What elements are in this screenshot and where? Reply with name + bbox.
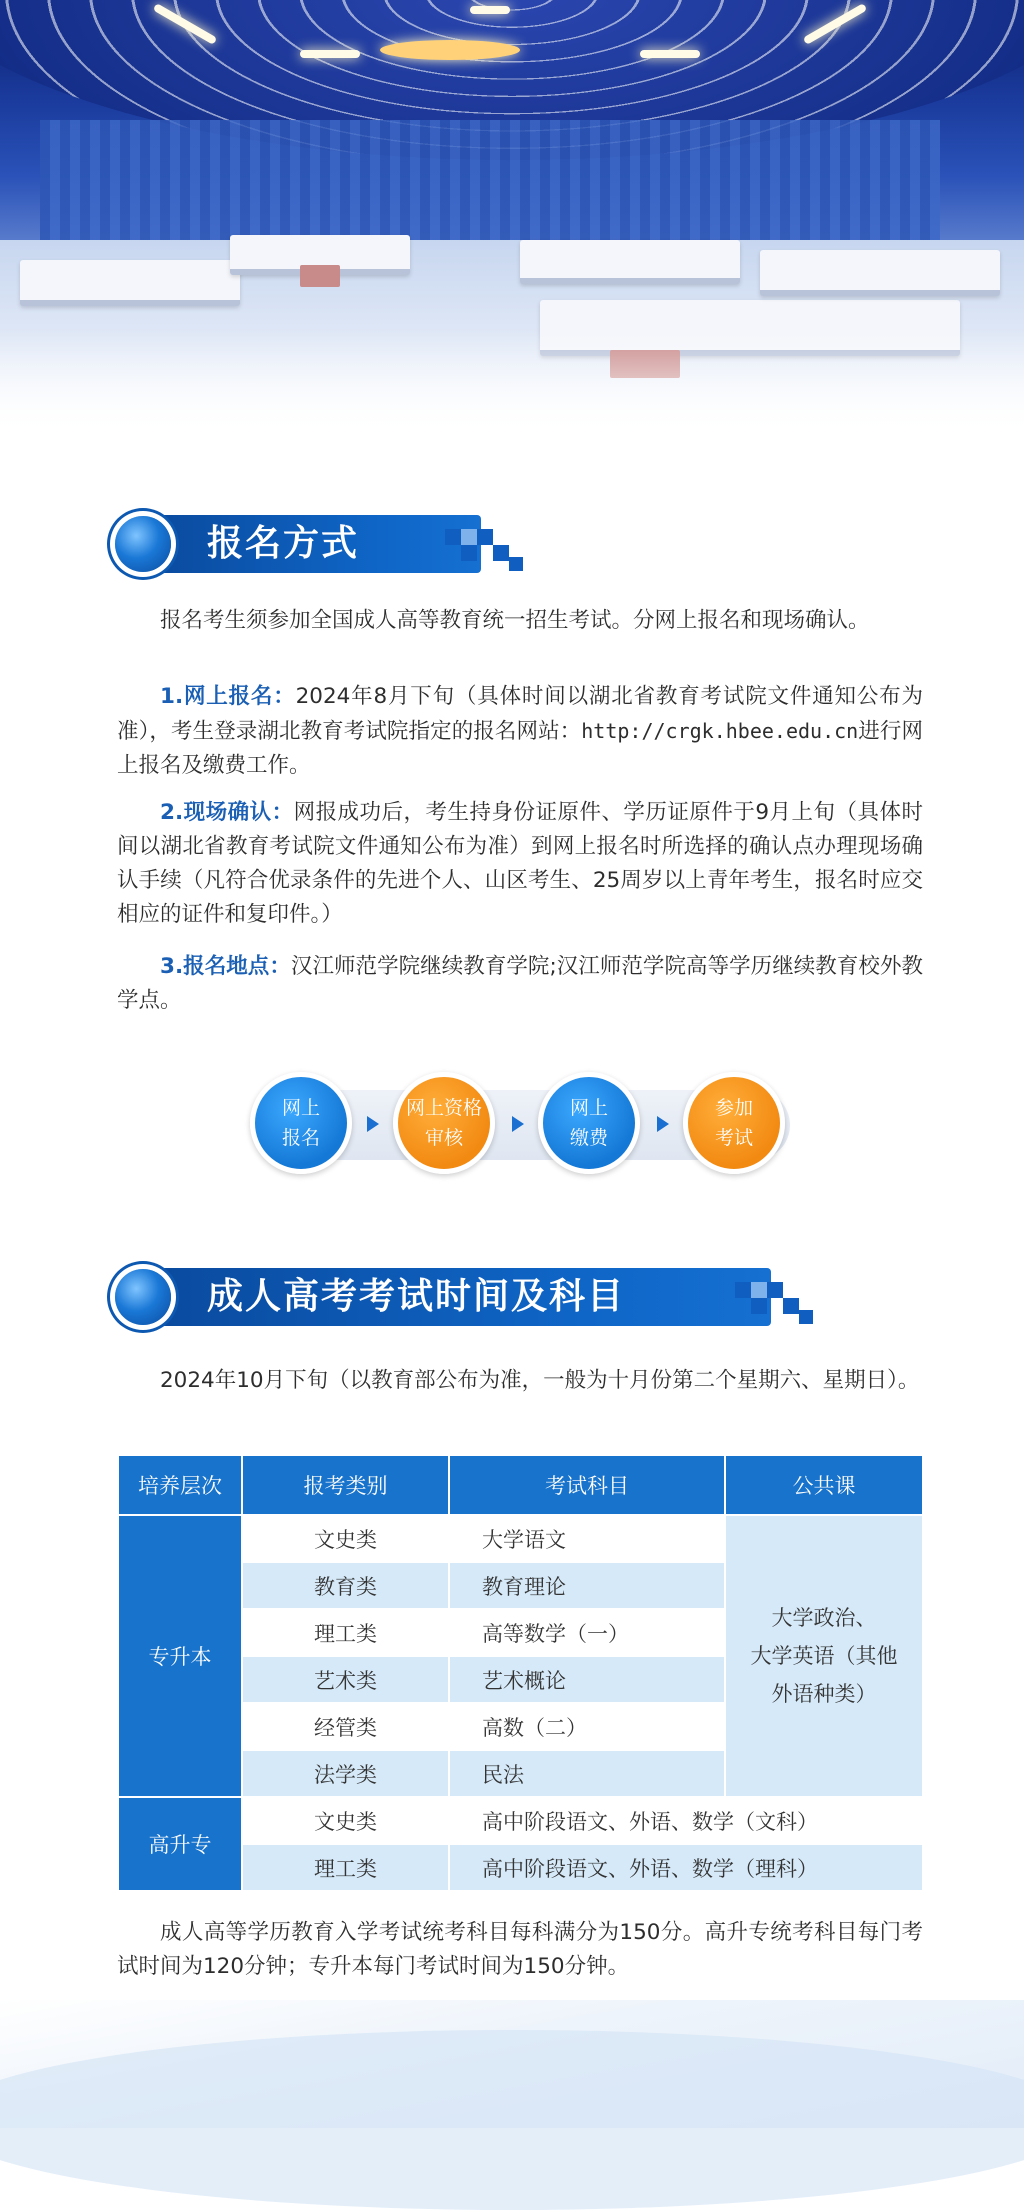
subject-cell: 高中阶段语文、外语、数学（文科） bbox=[449, 1797, 923, 1844]
item-text: 网报成功后，考生持身份证原件、学历证原件于9月上旬（具体时间以湖北省教育考试院文件通知公布为准）到网上报名时所选择的确认点办理现场确认手续（凡符合优录条件的先进个人、山区考生、25周岁以上青年考生，报名时应交相应的证件和复印件。） bbox=[117, 800, 923, 927]
category-cell: 经管类 bbox=[242, 1703, 449, 1750]
step-line: 缴费 bbox=[569, 1127, 608, 1149]
registration-item-location bbox=[117, 950, 923, 1018]
lab-equipment bbox=[300, 265, 340, 287]
item-label: 3.报名地点： bbox=[160, 954, 291, 979]
center-lamp bbox=[380, 40, 520, 60]
item-text: 2024年8月下旬（具体时间以湖北省教育考试院文件通知公布为准），考生登录湖北教育考试院指定的报名网站： bbox=[117, 684, 923, 744]
step-line: 报名 bbox=[281, 1127, 320, 1149]
category-cell: 理工类 bbox=[242, 1844, 449, 1891]
column-header: 公共课 bbox=[725, 1455, 923, 1515]
step-line: 网上资格 bbox=[405, 1097, 482, 1119]
public-course-line: 外语种类） bbox=[771, 1682, 877, 1706]
category-cell: 文史类 bbox=[242, 1515, 449, 1562]
subject-cell: 高等数学（一） bbox=[449, 1609, 725, 1656]
arrow-right-icon bbox=[657, 1116, 669, 1132]
curtains bbox=[40, 120, 940, 260]
photo-fade bbox=[0, 330, 1024, 440]
subject-cell: 大学语文 bbox=[449, 1515, 725, 1562]
category-cell: 文史类 bbox=[242, 1797, 449, 1844]
arrow-right-icon bbox=[367, 1116, 379, 1132]
exam-time-intro: 2024年10月下旬（以教育部公布为准，一般为十月份第二个星期六、星期日）。 bbox=[160, 1368, 920, 1393]
registration-item-onsite bbox=[117, 796, 923, 932]
public-course-cell bbox=[725, 1515, 923, 1797]
registration-item-online bbox=[117, 680, 923, 783]
step-line: 参加 bbox=[714, 1097, 753, 1119]
checker-decoration bbox=[735, 1282, 815, 1326]
lab-desk bbox=[760, 250, 1000, 296]
bottom-wave-decoration bbox=[0, 2000, 1024, 2128]
category-cell: 教育类 bbox=[242, 1562, 449, 1609]
heading-bullet-icon bbox=[115, 1269, 171, 1325]
wave-shape bbox=[0, 2030, 1024, 2210]
exam-score-note: 成人高等学历教育入学考试统考科目每科满分为150分。高升专统考科目每门考试时间为120分钟；专升本每门考试时间为150分钟。 bbox=[117, 1920, 923, 1979]
column-header: 考试科目 bbox=[449, 1455, 725, 1515]
subject-cell: 教育理论 bbox=[449, 1562, 725, 1609]
item-label: 1.网上报名： bbox=[160, 684, 296, 709]
flow-step-online-payment bbox=[538, 1072, 640, 1174]
registration-url[interactable]: http://crgk.hbee.edu.cn bbox=[581, 719, 859, 743]
step-line: 网上 bbox=[569, 1097, 608, 1119]
registration-flow-diagram bbox=[250, 1072, 790, 1182]
subject-cell: 民法 bbox=[449, 1750, 725, 1797]
exam-subjects-table bbox=[117, 1454, 924, 1892]
lab-desk bbox=[20, 260, 240, 306]
flow-step-qualification-review bbox=[393, 1072, 495, 1174]
lab-desk bbox=[520, 240, 740, 284]
item-text: 汉江师范学院继续教育学院;汉江师范学院高等学历继续教育校外教学点。 bbox=[117, 954, 923, 1013]
section-title: 成人高考考试时间及科目 bbox=[207, 1276, 626, 1317]
column-header: 报考类别 bbox=[242, 1455, 449, 1515]
subject-cell: 高数（二） bbox=[449, 1703, 725, 1750]
section-heading-exam-schedule bbox=[115, 1268, 815, 1328]
light-strip bbox=[640, 50, 700, 58]
registration-intro: 报名考生须参加全国成人高等教育统一招生考试。分网上报名和现场确认。 bbox=[160, 608, 870, 633]
step-line: 考试 bbox=[714, 1127, 753, 1149]
category-cell: 法学类 bbox=[242, 1750, 449, 1797]
column-header: 培养层次 bbox=[118, 1455, 242, 1515]
subject-cell: 艺术概论 bbox=[449, 1656, 725, 1703]
public-course-line: 大学英语（其他 bbox=[750, 1644, 898, 1668]
flow-step-take-exam bbox=[683, 1072, 785, 1174]
light-strip bbox=[470, 6, 510, 14]
arrow-right-icon bbox=[512, 1116, 524, 1132]
level-cell: 高升专 bbox=[118, 1797, 242, 1891]
table-row bbox=[118, 1797, 923, 1844]
hero-lab-photo bbox=[0, 0, 1024, 440]
section-title: 报名方式 bbox=[207, 523, 360, 564]
table-header-row bbox=[118, 1455, 923, 1515]
public-course-line: 大学政治、 bbox=[771, 1606, 877, 1630]
subject-cell: 高中阶段语文、外语、数学（理科） bbox=[449, 1844, 923, 1891]
checker-decoration bbox=[445, 529, 525, 573]
item-label: 2.现场确认： bbox=[160, 800, 294, 825]
item-text: 进行网上报名及缴费工作。 bbox=[117, 719, 923, 778]
category-cell: 艺术类 bbox=[242, 1656, 449, 1703]
step-line: 网上 bbox=[281, 1097, 320, 1119]
section-heading-registration bbox=[115, 515, 525, 575]
table-row bbox=[118, 1515, 923, 1562]
level-cell: 专升本 bbox=[118, 1515, 242, 1797]
flow-step-online-registration bbox=[250, 1072, 352, 1174]
step-line: 审核 bbox=[424, 1127, 463, 1149]
category-cell: 理工类 bbox=[242, 1609, 449, 1656]
heading-bullet-icon bbox=[115, 516, 171, 572]
light-strip bbox=[300, 50, 360, 58]
